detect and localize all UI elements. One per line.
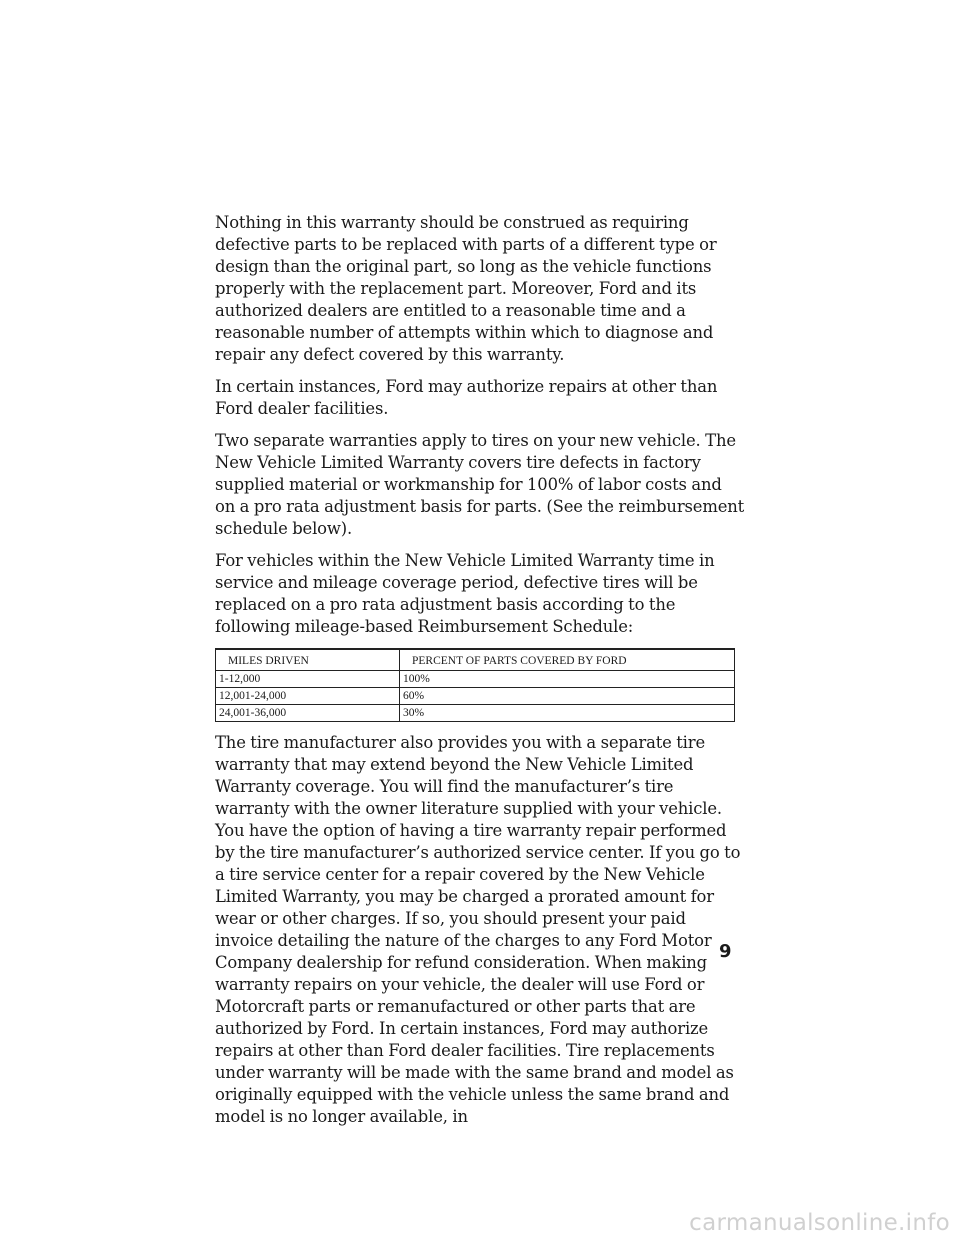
paragraph-pro-rata-schedule: For vehicles within the New Vehicle Limited Warranty time in service and mileage coverage period, defective tires will be replaced on a pro rata adjustment basis according to the following mileage-based Reimbursement Schedule: [215, 551, 715, 636]
percent-cell: 100% [400, 671, 735, 688]
miles-driven-header: MILES DRIVEN [216, 649, 400, 671]
table-header-row [216, 649, 735, 671]
watermark-link[interactable]: carmanualsonline.info [689, 1210, 950, 1236]
table-row [216, 705, 735, 722]
paragraph-replacement-parts: Nothing in this warranty should be construed as requiring defective parts to be replaced with parts of a different type or design than the original part, so long as the vehicle functions properly with the replacement part. Moreover, Ford and its authorized dealers are entitled to a reasonable time and a reasonable number of attempts within which to diagnose and repair any defect covered by this warranty. [215, 213, 717, 364]
paragraph-tire-manufacturer-warranty: The tire manufacturer also provides you with a separate tire warranty that may extend beyond the New Vehicle Limited Warranty coverage. You will find the manufacturer’s tire warranty with the owner literature supplied with your vehicle. You have the option of having a tire warranty repair performed by the tire manufacturer’s authorized service center. If you go to a tire service center for a repair covered by the New Vehicle Limited Warranty, you may be charged a prorated amount for wear or other charges. If so, you should present your paid invoice detailing the nature of the charges to any Ford Motor Company dealership for refund consideration. When making warranty repairs on your vehicle, the dealer will use Ford or Motorcraft parts or remanufactured or other parts that are authorized by Ford. In certain instances, Ford may authorize repairs at other than Ford dealer facilities. Tire replacements under warranty will be made with the same brand and model as originally equipped with the vehicle unless the same brand and model is no longer available, in [215, 733, 741, 1126]
table-row [216, 671, 735, 688]
percent-cell: 30% [400, 705, 735, 722]
reimbursement-schedule-table [215, 648, 735, 722]
miles-cell: 12,001-24,000 [216, 688, 400, 705]
miles-cell: 24,001-36,000 [216, 705, 400, 722]
paragraph-tire-warranties: Two separate warranties apply to tires on your new vehicle. The New Vehicle Limited Warranty covers tire defects in factory supplied material or workmanship for 100% of labor costs and on a pro rata adjustment basis for parts. (See the reimbursement schedule below). [215, 431, 745, 538]
miles-cell: 1-12,000 [216, 671, 400, 688]
percent-covered-header: PERCENT OF PARTS COVERED BY FORD [400, 649, 735, 671]
paragraph-non-dealer-repairs: In certain instances, Ford may authorize repairs at other than Ford dealer facilities. [215, 377, 718, 418]
page-number: 9 [719, 941, 732, 962]
percent-cell: 60% [400, 688, 735, 705]
table-row [216, 688, 735, 705]
page-content [215, 212, 745, 1138]
